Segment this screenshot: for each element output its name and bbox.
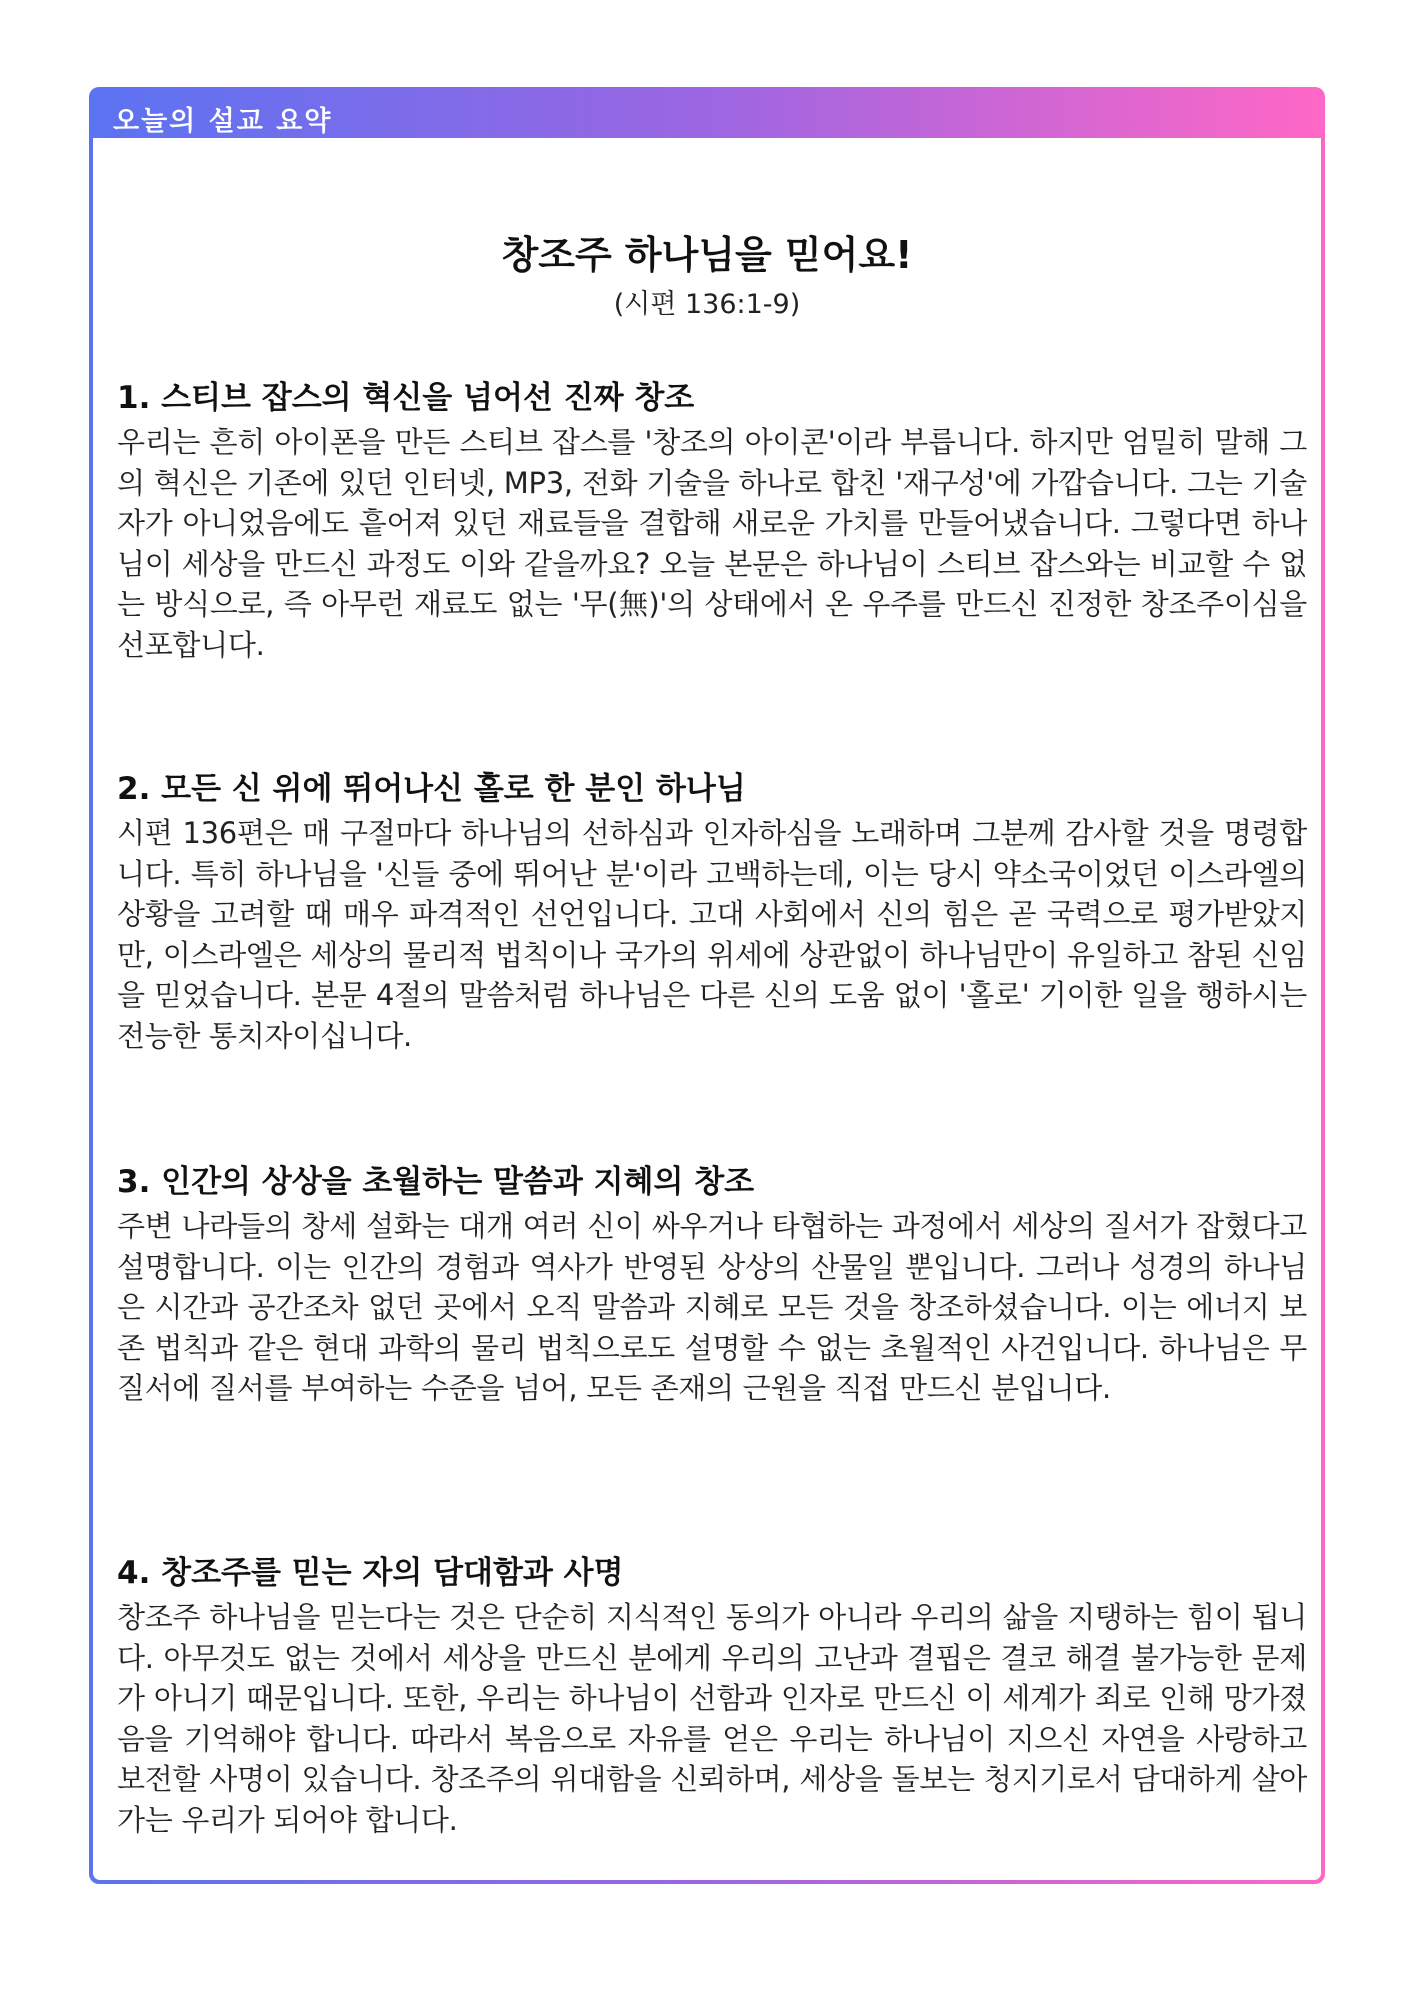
section-body: 시편 136편은 매 구절마다 하나님의 선하심과 인자하심을 노래하며 그분께 감사할 것을 명령합니다. 특히 하나님을 '신들 중에 뛰어난 분'이라 고백하는데, 이는 당시 약소국이었던 이스라엘의 상황을 고려할 때 매우 파격적인 선언입니다. 고대 사회에서 신의 힘은 곧 국력으로 평가받았지만, 이스라엘은 세상의 물리적 법칙이나 국가의 위세에 상관없이 하나님만이 유일하고 참된 신임을 믿었습니다. 본문 4절의 말씀처럼 하나님은 다른 신의 도움 없이 '홀로' 기이한 일을 행하시는 전능한 통치자이십니다.: [117, 816, 1307, 1053]
section-4: [117, 1551, 1307, 1840]
section-body: 주변 나라들의 창세 설화는 대개 여러 신이 싸우거나 타협하는 과정에서 세상의 질서가 잡혔다고 설명합니다. 이는 인간의 경험과 역사가 반영된 상상의 산물일 뿐입니다. 그러나 성경의 하나님은 시간과 공간조차 없던 곳에서 오직 말씀과 지혜로 모든 것을 창조하셨습니다. 이는 에너지 보존 법칙과 같은 현대 과학의 물리 법칙으로도 설명할 수 없는 초월적인 사건입니다. 하나님은 무질서에 질서를 부여하는 수준을 넘어, 모든 존재의 근원을 직접 만드신 분입니다.: [117, 1209, 1307, 1405]
section-heading: 3. 인간의 상상을 초월하는 말씀과 지혜의 창조: [117, 1164, 755, 1200]
section-heading: 4. 창조주를 믿는 자의 담대함과 사명: [117, 1555, 624, 1591]
section-3: [117, 1160, 1307, 1409]
sermon-summary-card: [89, 87, 1325, 1884]
sermon-title: 창조주 하나님을 믿어요!: [501, 233, 913, 277]
card-body: [93, 138, 1321, 1880]
scripture-reference: (시편 136:1-9): [613, 289, 801, 320]
section-1: [117, 376, 1307, 665]
card-header-label: 오늘의 설교 요약: [113, 106, 333, 137]
section-heading: 1. 스티브 잡스의 혁신을 넘어선 진짜 창조: [117, 380, 695, 416]
section-heading: 2. 모든 신 위에 뛰어나신 홀로 한 분인 하나님: [117, 771, 746, 807]
section-body: 창조주 하나님을 믿는다는 것은 단순히 지식적인 동의가 아니라 우리의 삶을 지탱하는 힘이 됩니다. 아무것도 없는 것에서 세상을 만드신 분에게 우리의 고난과 결핍은 결코 해결 불가능한 문제가 아니기 때문입니다. 또한, 우리는 하나님이 선함과 인자로 만드신 이 세계가 죄로 인해 망가졌음을 기억해야 합니다. 따라서 복음으로 자유를 얻은 우리는 하나님이 지으신 자연을 사랑하고 보전할 사명이 있습니다. 창조주의 위대함을 신뢰하며, 세상을 돌보는 청지기로서 담대하게 살아가는 우리가 되어야 합니다.: [117, 1600, 1307, 1837]
section-2: [117, 767, 1307, 1056]
section-body: 우리는 흔히 아이폰을 만든 스티브 잡스를 '창조의 아이콘'이라 부릅니다. 하지만 엄밀히 말해 그의 혁신은 기존에 있던 인터넷, MP3, 전화 기술을 하나로 합친 '재구성'에 가깝습니다. 그는 기술자가 아니었음에도 흩어져 있던 재료들을 결합해 새로운 가치를 만들어냈습니다. 그렇다면 하나님이 세상을 만드신 과정도 이와 같을까요? 오늘 본문은 하나님이 스티브 잡스와는 비교할 수 없는 방식으로, 즉 아무런 재료도 없는 '무(無)'의 상태에서 온 우주를 만드신 진정한 창조주이심을 선포합니다.: [117, 425, 1307, 662]
